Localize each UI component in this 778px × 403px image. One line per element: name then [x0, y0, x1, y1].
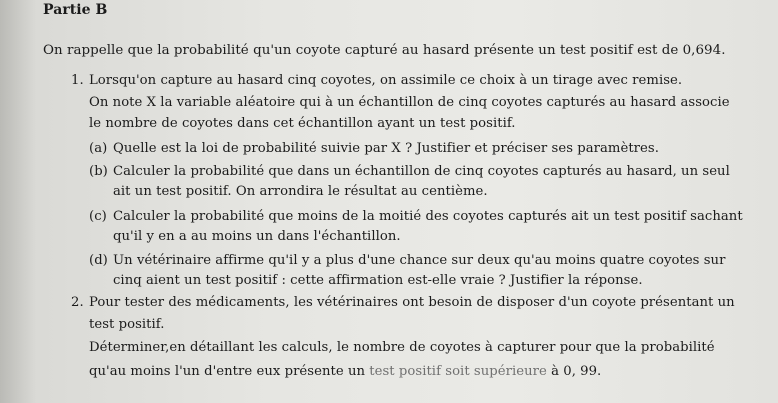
page-edge-shadow — [0, 0, 36, 403]
question-1d-label: (d) — [89, 253, 108, 268]
question-1c-line-1: (c) Calculer la probabilité que moins de la moitié des coyotes capturés ait un test positif sachant — [89, 209, 743, 224]
question-1b-label: (b) — [89, 164, 108, 179]
question-1-number: 1. — [71, 73, 84, 88]
question-1-line-2: On note X la variable aléatoire qui à un échantillon de cinq coyotes capturés au hasard associe — [89, 95, 730, 110]
intro-text: On rappelle que la probabilité qu'un coyote capturé au hasard présente un test positif est de 0,694. — [43, 43, 726, 58]
question-1d-line-1: (d) Un vétérinaire affirme qu'il y a plus d'une chance sur deux qu'au moins quatre coyotes sur — [89, 253, 726, 268]
question-1b-line-2: ait un test positif. On arrondira le résultat au centième. — [113, 184, 488, 199]
faded-text: test positif soit supérieure — [369, 364, 547, 379]
question-2-line-1: 2. Pour tester des médicaments, les vétérinaires ont besoin de disposer d'un coyote présentant un — [71, 295, 735, 310]
question-1b-line-1: (b) Calculer la probabilité que dans un échantillon de cinq coyotes capturés au hasard, un seul — [89, 164, 730, 179]
question-2-number: 2. — [71, 295, 84, 310]
question-1a: (a) Quelle est la loi de probabilité suivie par X ? Justifier et préciser ses paramètres. — [89, 141, 659, 156]
question-2-line-2: test positif. — [89, 317, 165, 332]
question-1c-label: (c) — [89, 209, 107, 224]
question-2-line-3: Déterminer,en détaillant les calculs, le nombre de coyotes à capturer pour que la probabilité — [89, 340, 715, 355]
question-1a-label: (a) — [89, 141, 108, 156]
question-1-line-3: le nombre de coyotes dans cet échantillon ayant un test positif. — [89, 116, 516, 131]
question-1-line-1: 1. Lorsqu'on capture au hasard cinq coyotes, on assimile ce choix à un tirage avec remise. — [71, 73, 683, 88]
part-title: Partie B — [43, 2, 108, 18]
question-1c-line-2: qu'il y en a au moins un dans l'échantillon. — [113, 229, 401, 244]
question-1d-line-2: cinq aient un test positif : cette affirmation est-elle vraie ? Justifier la réponse. — [113, 273, 643, 288]
question-2-line-4: qu'au moins l'un d'entre eux présente un test positif soit supérieure à 0, 99. — [89, 364, 602, 379]
